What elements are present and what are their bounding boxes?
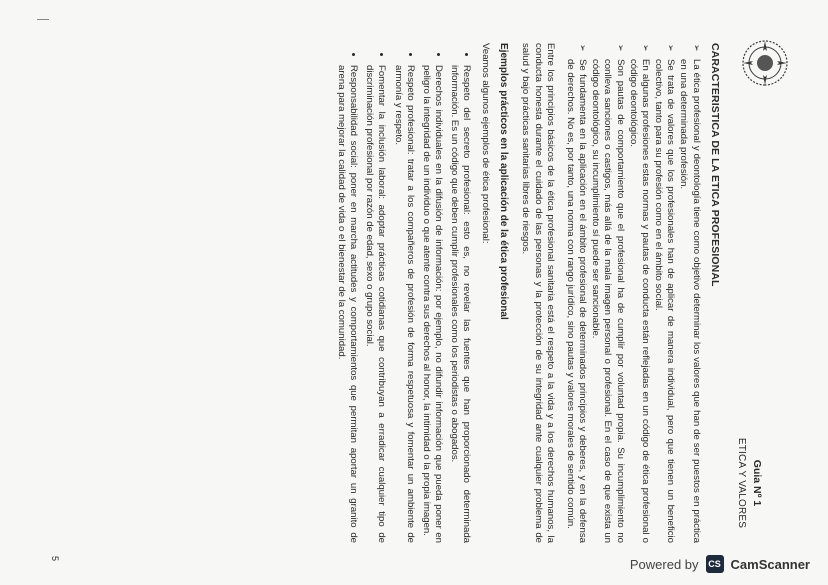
institution-seal-icon (739, 37, 791, 89)
subject-title: ETICA Y VALORES (735, 437, 747, 528)
camscanner-brand: CamScanner (730, 556, 810, 572)
examples-intro: Veamos algunos ejemplos de ética profesional: (479, 42, 491, 244)
list-item: • Derechos individuales en la difusión de información: por ejemplo, no difundir información que pueda poner en peligro la integridad de un individuo o que atente contra sus derechos al honor, la intimidad o la propia imagen. (420, 65, 444, 543)
guide-number: Guia Nº 1 (751, 459, 763, 506)
examples-title: Ejemplos prácticos en la aplicación de la ética profesional (498, 42, 510, 320)
page-number: 5 (50, 555, 61, 561)
scan-mark (37, 19, 49, 20)
list-item: • Responsabilidad social: poner en marcha actitudes y comportamientos que permitan aportar un granito de arena para mejorar la calidad de vida o el bienestar de la comunidad. (335, 65, 359, 543)
examples-list (335, 43, 473, 543)
list-item: ➢ Se trata de valores que los profesionales han de aplicar de manera individual, pero que tienen un beneficio colectivo, tanto para su profesión como en el ámbito social. (652, 59, 676, 543)
list-item: • Respeto profesional: tratar a los compañeros de profesión de forma respetuosa y fomentar un ambiente de armonía y respeto. (391, 65, 415, 543)
document-body (331, 43, 721, 543)
list-item: ➢ Se fundamenta en la aplicación en el ámbito profesional de determinados principios y deberes, y en la defensa de derechos. No es, por tanto, una norma con rango jurídico, sino pautas y valores morales de sentido común. (564, 59, 588, 543)
document-header (734, 413, 763, 553)
document-page (19, 13, 809, 573)
list-item: ➢ En algunas profesiones estas normas y pautas de conducta están reflejadas en un código de ética profesional o código deontológico. (627, 59, 651, 543)
list-item: ➢ Son pautas de comportamiento que el profesional ha de cumplir por voluntad propia. Su incumplimiento no conlleva sanciones o castigos, más allá de la mala imagen personal o profesional. En el caso de que exista un código deontológico, su incumplimiento sí puede ser sancionable. (589, 59, 626, 543)
characteristics-list (564, 43, 702, 543)
camscanner-watermark (630, 555, 810, 573)
powered-by-text: Powered by (629, 556, 699, 572)
principles-paragraph: Entre los principios básicos de la ética profesional sanitaria está el respeto a la vida y a los derechos humanos, la conducta honesta durante el cuidado de las personas y la protección de su integridad ante cualquier problema de salud y bajo prácticas sanitarias libres de riesgos. (520, 42, 556, 543)
camscanner-logo-icon: CS (706, 555, 724, 573)
list-item: ➢ La ética profesional y deontología tiene como objetivo determinar los valores que han de ser puestos en práctica en una determinada profesión. (677, 59, 701, 543)
list-item: • Respeto del secreto profesional: esto es, no revelar las fuentes que han proporcionado determinada información. Es un código que deben cumplir profesionales como los periodistas o abogados. (448, 65, 472, 543)
section-title: CARACTERISTICA DE LA ETICA PROFESIONAL (709, 42, 721, 287)
list-item: • Fomentar la inclusión laboral: adoptar prácticas cotidianas que contribuyan a erradicar cualquier tipo de discriminación profesional por razón de edad, sexo o grupo social. (363, 65, 387, 543)
